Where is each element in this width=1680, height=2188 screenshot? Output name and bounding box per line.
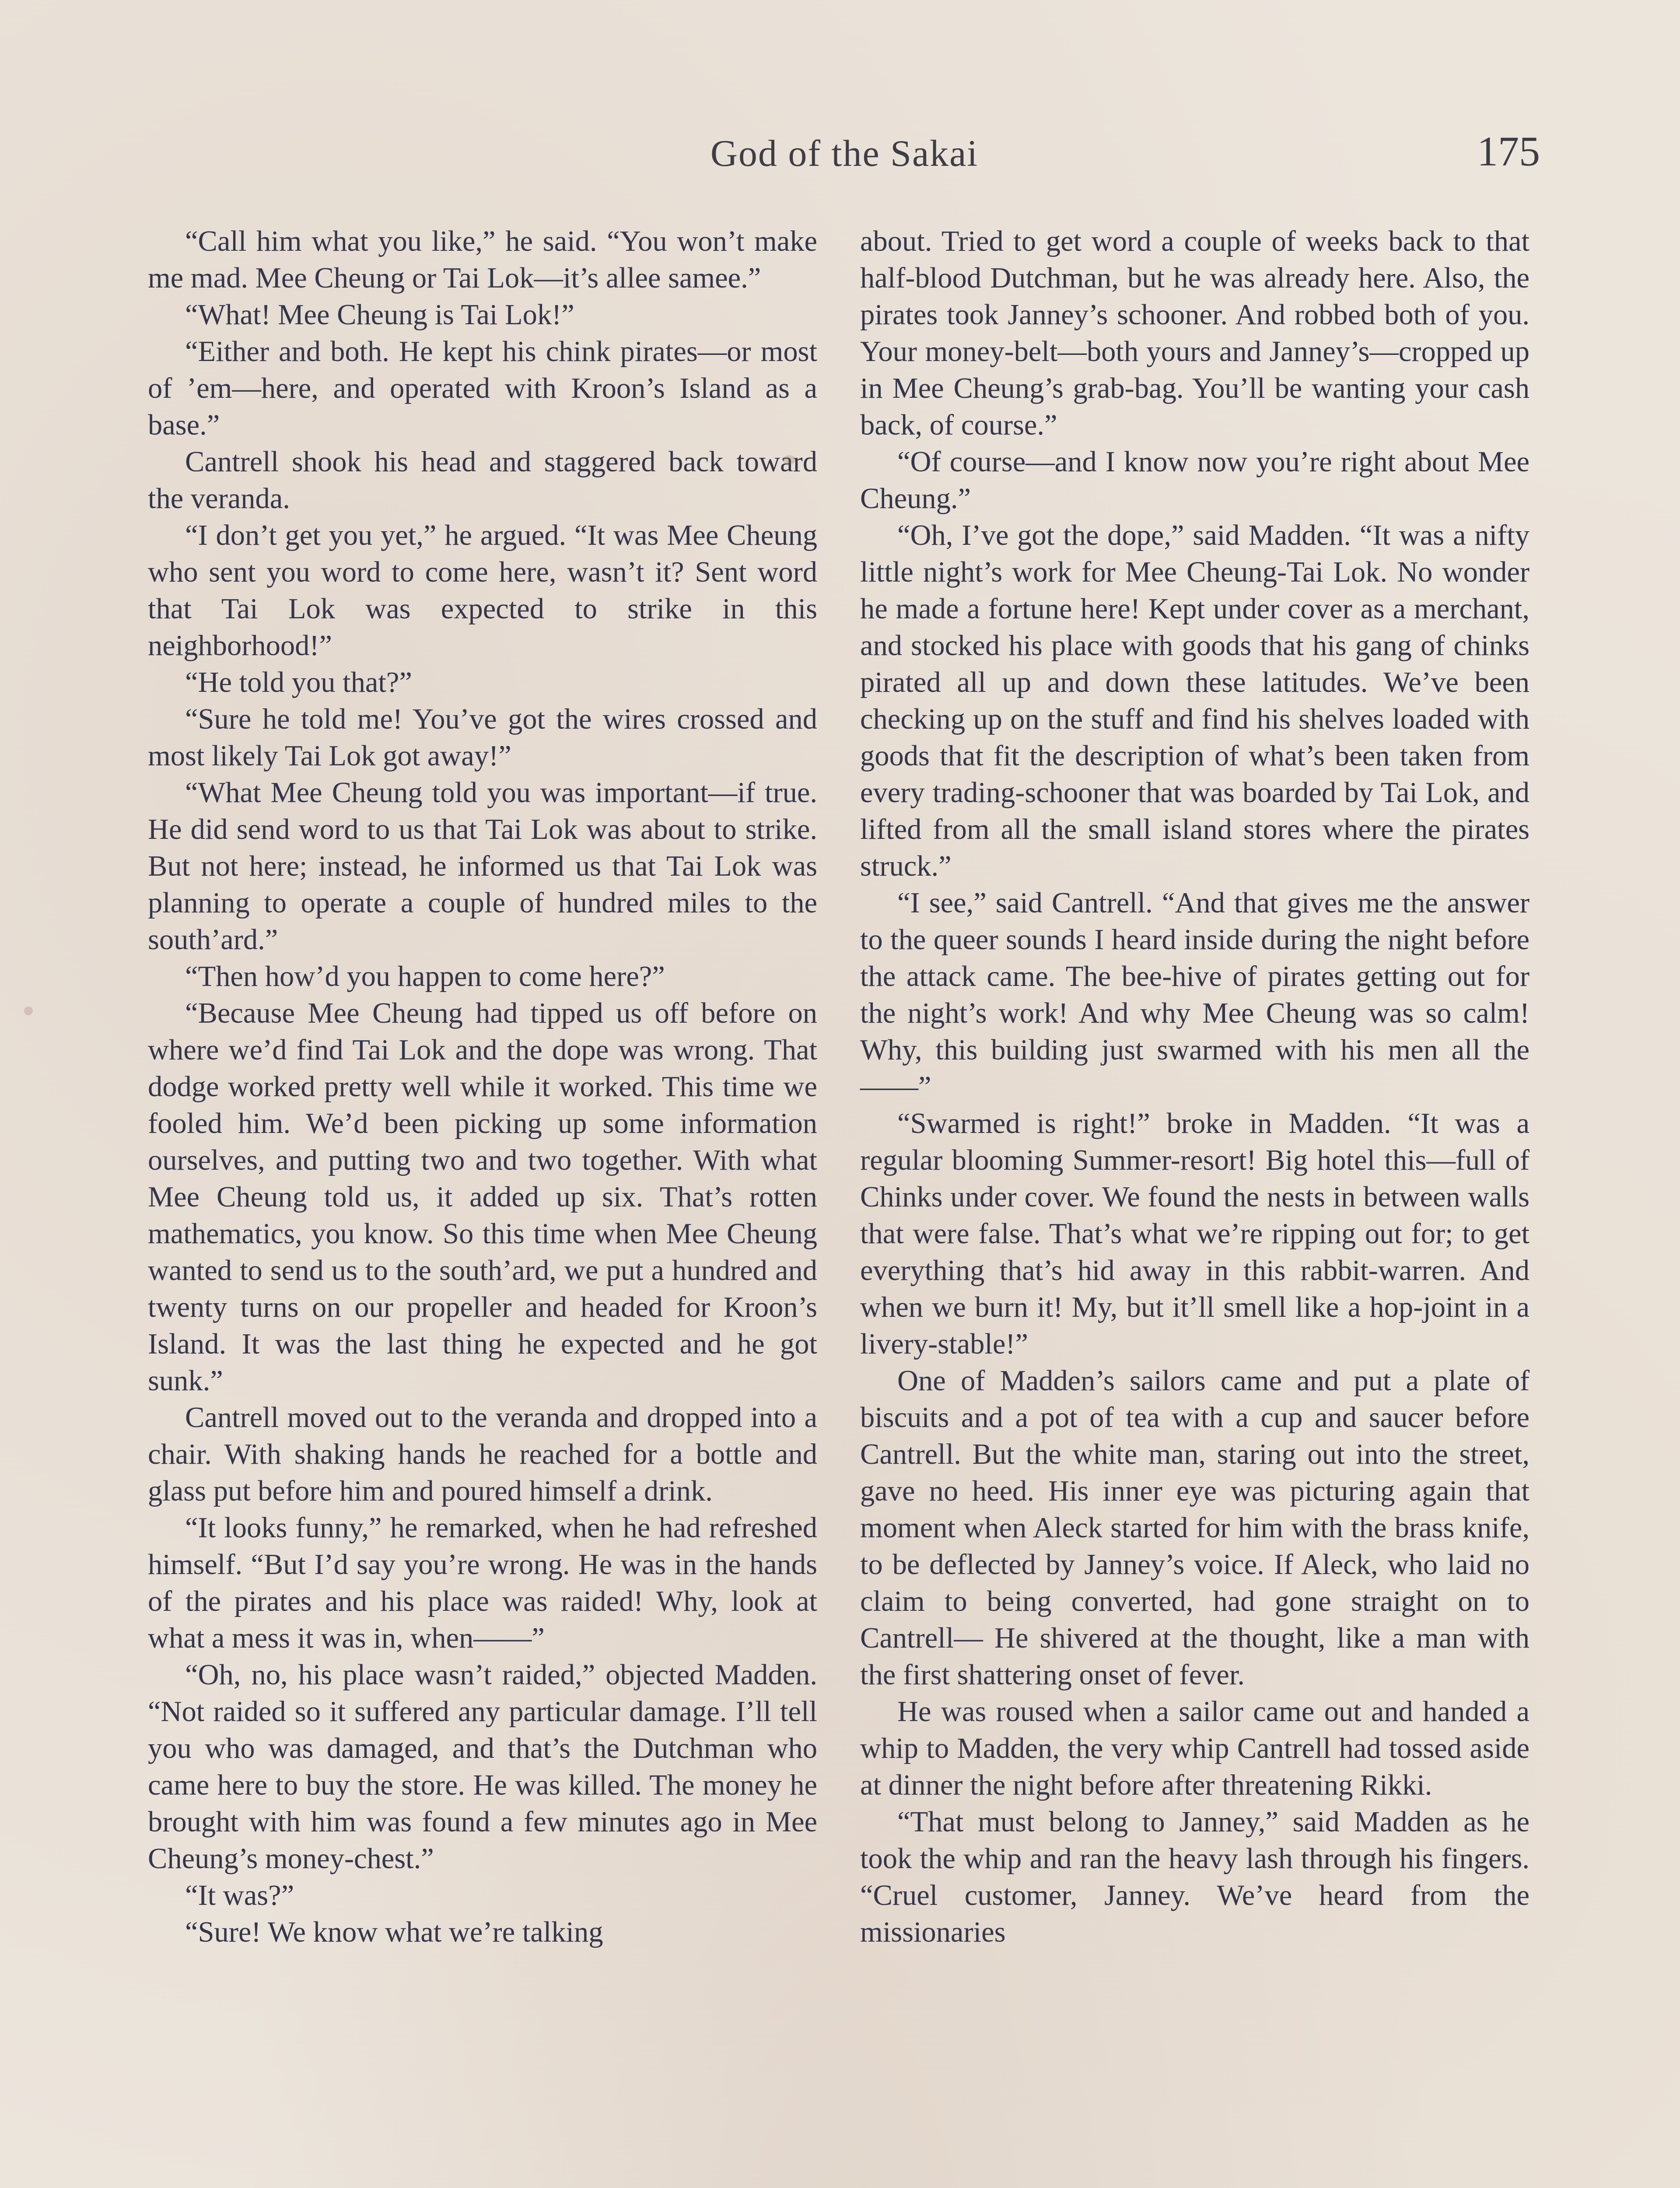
paragraph: “Swarmed is right!” broke in Madden. “It was a regular blooming Summer-resort! Big hotel this—full of Chinks under cover. We found the nests in between walls that were false. That’s what we’re ripping out for; to get everything that’s hid away in this rabbit-warren. And when we burn it! My, but it’ll smell like a hop-joint in a livery-stable!” <box>860 1108 1530 1360</box>
paragraph: “I don’t get you yet,” he argued. “It was Mee Cheung who sent you word to come here, wasn’t it? Sent word that Tai Lok was expected to strike in this neighborhood!” <box>148 519 817 662</box>
paragraph: “Sure! We know what we’re talking <box>185 1916 603 1948</box>
paragraph: “It looks funny,” he remarked, when he had refreshed himself. “But I’d say you’re wrong. He was in the hands of the pirates and his place was raided! Why, look at what a mess it was in, when——” <box>148 1512 817 1654</box>
paragraph: “Sure he told me! You’ve got the wires crossed and most likely Tai Lok got away!” <box>148 703 817 772</box>
paragraph: “Then how’d you happen to come here?” <box>185 961 665 992</box>
paper-stain <box>783 455 795 465</box>
paragraph: Cantrell shook his head and staggered back toward the veranda. <box>148 446 817 515</box>
paragraph: Cantrell moved out to the veranda and dropped into a chair. With shaking hands he reached for a bottle and glass put before him and poured himself a drink. <box>148 1402 817 1507</box>
right-column <box>860 223 1530 1951</box>
paragraph: One of Madden’s sailors came and put a plate of biscuits and a pot of tea with a cup and saucer before Cantrell. But the white man, staring out into the street, gave no heed. His inner eye was picturing again that moment when Aleck started for him with the brass knife, to be deflected by Janney’s voice. If Aleck, who laid no claim to being converted, had gone straight on to Cantrell— He shivered at the thought, like a man with the first shattering onset of fever. <box>860 1365 1530 1691</box>
paragraph: “It was?” <box>185 1879 294 1911</box>
running-title: God of the Sakai <box>710 132 979 174</box>
paragraph: He was roused when a sailor came out and handed a whip to Madden, the very whip Cantrell had tossed aside at dinner the night before after threatening Rikki. <box>860 1696 1530 1801</box>
page-number: 175 <box>1477 128 1540 175</box>
paragraph: “Call him what you like,” he said. “You won’t make me mad. Mee Cheung or Tai Lok—it’s allee samee.” <box>148 225 817 294</box>
paper-stain <box>24 1006 33 1015</box>
paragraph: “Because Mee Cheung had tipped us off before on where we’d find Tai Lok and the dope was wrong. That dodge worked pretty well while it worked. This time we fooled him. We’d been picking up some information ourselves, and putting two and two together. With what Mee Cheung told us, it added up six. That’s rotten mathematics, you know. So this time when Mee Cheung wanted to send us to the south’ard, we put a hundred and twenty turns on our propeller and headed for Kroon’s Island. It was the last thing he expected and he got sunk.” <box>148 997 817 1397</box>
paragraph: “Of course—and I know now you’re right about Mee Cheung.” <box>860 446 1530 515</box>
paragraph-continuation: about. Tried to get word a couple of weeks back to that half-blood Dutchman, but he was already here. Also, the pirates took Janney’s schooner. And robbed both of you. Your money-belt—both yours and Janney’s—cropped up in Mee Cheung’s grab-bag. You’ll be wanting your cash back, of course.” <box>860 225 1530 441</box>
paragraph: “Either and both. He kept his chink pirates—or most of ’em—here, and operated with Kroon’s Island as a base.” <box>148 336 817 441</box>
paragraph: “He told you that?” <box>185 666 412 698</box>
paragraph: “Oh, no, his place wasn’t raided,” objected Madden. “Not raided so it suffered any particular damage. I’ll tell you who was damaged, and that’s the Dutchman who came here to buy the store. He was killed. The money he brought with him was found a few minutes ago in Mee Cheung’s money-chest.” <box>148 1659 817 1875</box>
paragraph: “I see,” said Cantrell. “And that gives me the answer to the queer sounds I heard inside during the night before the attack came. The bee-hive of pirates getting out for the night’s work! And why Mee Cheung was so calm! Why, this building just swarmed with his men all the——” <box>860 887 1530 1103</box>
left-column <box>148 223 817 1951</box>
paragraph: “That must belong to Janney,” said Madden as he took the whip and ran the heavy lash through his fingers. “Cruel customer, Janney. We’ve heard from the missionaries <box>860 1806 1530 1948</box>
paragraph: “What Mee Cheung told you was important—if true. He did send word to us that Tai Lok was about to strike. But not here; instead, he informed us that Tai Lok was planning to operate a couple of hundred miles to the south’ard.” <box>148 777 817 956</box>
paragraph: “Oh, I’ve got the dope,” said Madden. “It was a nifty little night’s work for Mee Cheung-Tai Lok. No wonder he made a fortune here! Kept under cover as a merchant, and stocked his place with goods that his gang of chinks pirated all up and down these latitudes. We’ve been checking up on the stuff and find his shelves loaded with goods that fit the description of what’s been taken from every trading-schooner that was boarded by Tai Lok, and lifted from all the small island stores where the pirates struck.” <box>860 519 1530 882</box>
paragraph: “What! Mee Cheung is Tai Lok!” <box>185 299 574 331</box>
page-header <box>149 127 1540 193</box>
